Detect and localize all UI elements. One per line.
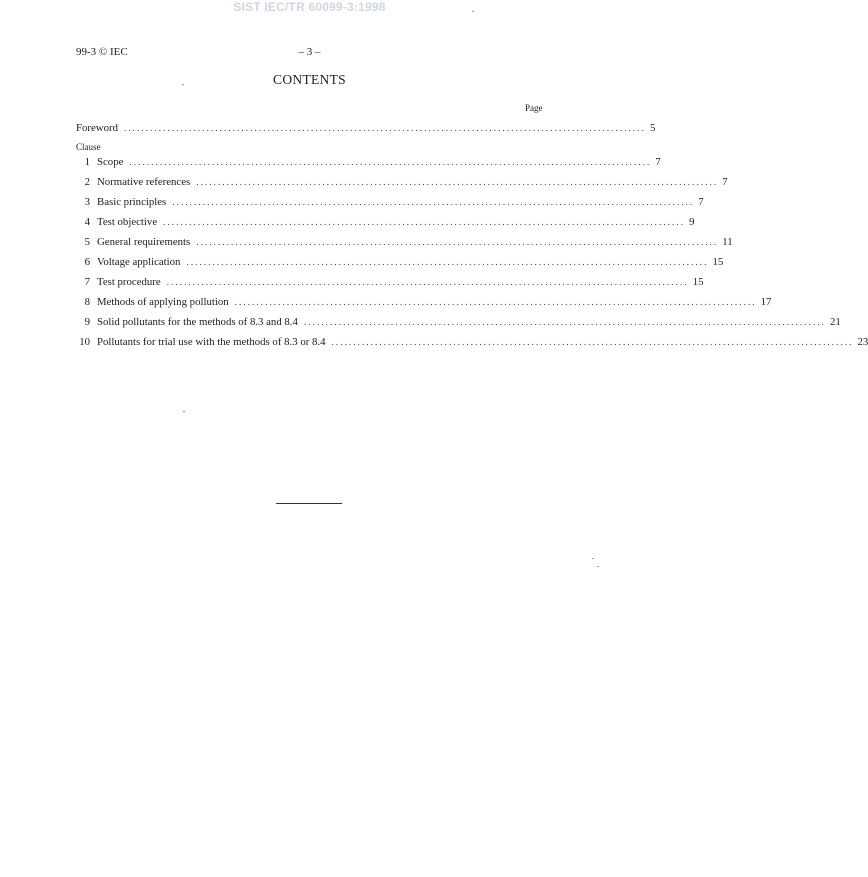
clause-number: 4 <box>84 216 90 228</box>
toc-entry-label: Test procedure <box>97 276 161 288</box>
dot-leader: ........................................................................................................................ <box>196 237 719 247</box>
toc-entry-page: 7 <box>655 156 661 168</box>
clause-number: 8 <box>84 296 90 308</box>
toc-entry-label: Foreword <box>76 122 118 134</box>
toc-entry-clause-5[interactable] <box>76 235 733 249</box>
toc-entry-clause-1[interactable] <box>76 155 661 169</box>
contents-title: CONTENTS <box>273 72 346 87</box>
toc-entry-page: 7 <box>722 176 728 188</box>
toc-entry-page: 15 <box>692 276 704 288</box>
dot-leader: ........................................................................................................................ <box>234 297 757 307</box>
toc-entry-clause-6[interactable] <box>76 255 724 269</box>
clause-number: 3 <box>84 196 90 208</box>
toc-entry-page: 17 <box>760 296 772 308</box>
toc-entry-clause-2[interactable] <box>76 175 728 189</box>
dot-leader: ........................................................................................................................ <box>123 123 646 133</box>
clause-column-header: Clause <box>76 142 101 152</box>
toc-entry-label: Solid pollutants for the methods of 8.3 and 8.4 <box>97 316 298 328</box>
toc-entry-clause-4[interactable] <box>76 215 695 229</box>
toc-entry-clause-9[interactable] <box>76 315 841 329</box>
toc-entry-label: General requirements <box>97 236 191 248</box>
dot-leader: ........................................................................................................................ <box>172 197 695 207</box>
toc-entry-label: Methods of applying pollution <box>97 296 229 308</box>
toc-entry-foreword[interactable] <box>76 121 656 135</box>
clause-number: 7 <box>84 276 90 288</box>
dot-leader: ........................................................................................................................ <box>331 337 854 347</box>
closing-rule <box>276 503 342 504</box>
toc-entry-label: Scope <box>97 156 124 168</box>
clause-number: 9 <box>84 316 90 328</box>
clause-number: 10 <box>79 336 90 348</box>
toc-entry-page: 5 <box>649 122 656 134</box>
clause-number: 1 <box>84 156 90 168</box>
dot-leader: ........................................................................................................................ <box>129 157 652 167</box>
toc-entry-label: Pollutants for trial use with the methods of 8.3 or 8.4 <box>97 336 326 348</box>
dot-leader: ........................................................................................................................ <box>166 277 689 287</box>
scan-speck <box>182 84 184 85</box>
page-column-header: Page <box>525 103 543 113</box>
clause-number: 2 <box>84 176 90 188</box>
scan-speck <box>183 411 185 412</box>
toc-entry-page: 23 <box>857 336 868 348</box>
clause-number: 5 <box>84 236 90 248</box>
toc-entry-page: 9 <box>689 216 695 228</box>
toc-entry-clause-10[interactable] <box>76 335 868 349</box>
clause-number: 6 <box>84 256 90 268</box>
toc-entry-page: 11 <box>722 236 733 248</box>
toc-entry-page: 15 <box>712 256 724 268</box>
dot-leader: ........................................................................................................................ <box>163 217 686 227</box>
dot-leader: ........................................................................................................................ <box>303 317 826 327</box>
toc-entry-label: Voltage application <box>97 256 181 268</box>
dot-leader: ........................................................................................................................ <box>186 257 709 267</box>
page-number: – 3 – <box>298 46 321 58</box>
toc-entry-clause-3[interactable] <box>76 195 704 209</box>
scan-speck <box>592 558 594 559</box>
dot-leader: ........................................................................................................................ <box>196 177 719 187</box>
toc-entry-clause-7[interactable] <box>76 275 704 289</box>
scan-speck <box>472 11 474 12</box>
toc-entry-label: Test objective <box>97 216 158 228</box>
toc-entry-clause-8[interactable] <box>76 295 772 309</box>
toc-entry-page: 7 <box>698 196 704 208</box>
toc-entry-page: 21 <box>829 316 841 328</box>
scan-speck <box>597 566 599 567</box>
document-reference: 99-3 © IEC <box>76 46 128 58</box>
toc-entry-label: Basic principles <box>97 196 167 208</box>
toc-entry-label: Normative references <box>97 176 191 188</box>
watermark: SIST IEC/TR 60099-3:1998 <box>233 0 386 14</box>
